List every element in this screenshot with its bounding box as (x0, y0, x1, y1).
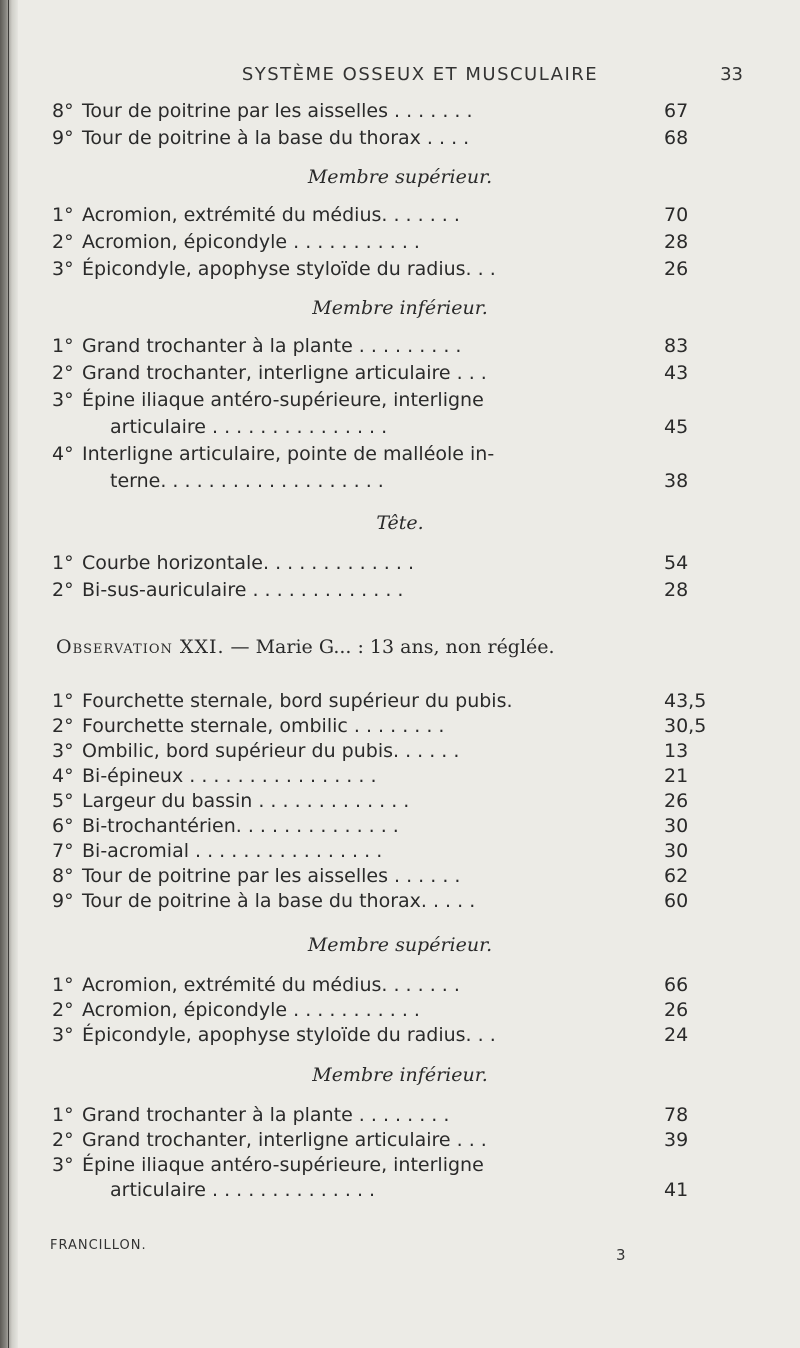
section-heading: Membre inférieur. (312, 1064, 488, 1086)
item-text: Tour de poitrine par les aisselles . . . . . . . (82, 100, 473, 122)
signature-mark: 3 (616, 1246, 626, 1264)
measurement-row (40, 738, 760, 764)
section-heading: Membre supérieur. (307, 166, 493, 188)
item-value: 66 (664, 974, 689, 996)
item-number: 9° (52, 890, 74, 912)
item-value: 24 (664, 1024, 689, 1046)
item-text: Tour de poitrine à la base du thorax . . . . (82, 127, 470, 149)
measurement-row (40, 997, 760, 1023)
item-value: 26 (664, 258, 689, 280)
item-text: Grand trochanter, interligne articulaire . . . (82, 362, 487, 384)
item-value: 60 (664, 890, 689, 912)
item-text: Acromion, épicondyle . . . . . . . . . . . (82, 231, 420, 253)
item-text: Bi-épineux . . . . . . . . . . . . . . . . (82, 765, 377, 787)
item-number: 2° (52, 1129, 74, 1151)
item-text: Acromion, extrémité du médius. . . . . . . (82, 204, 460, 226)
item-value: 30,5 (664, 715, 707, 737)
item-number: 2° (52, 231, 74, 253)
item-text: Interligne articulaire, pointe de malléole in- (82, 443, 495, 465)
item-number: 1° (52, 335, 74, 357)
measurement-row (40, 838, 760, 864)
item-value: 26 (664, 999, 689, 1021)
item-text: Acromion, extrémité du médius. . . . . . . (82, 974, 460, 996)
item-value: 26 (664, 790, 689, 812)
observation-label: Observation XXI. (56, 636, 225, 658)
item-text: Bi-acromial . . . . . . . . . . . . . . . . (82, 840, 383, 862)
item-number: 8° (52, 100, 74, 122)
measurement-row (40, 1022, 760, 1048)
item-value: 39 (664, 1129, 689, 1151)
item-value: 45 (664, 416, 689, 438)
item-number: 6° (52, 815, 74, 837)
item-text: Fourchette sternale, bord supérieur du pubis. (82, 690, 513, 712)
measurement-row (40, 256, 760, 282)
measurement-row (40, 688, 760, 714)
measurement-row (40, 229, 760, 255)
item-number: 1° (52, 204, 74, 226)
item-text: articulaire . . . . . . . . . . . . . . (110, 1179, 376, 1201)
measurement-row (40, 888, 760, 914)
item-value: 70 (664, 204, 689, 226)
measurement-row (40, 333, 760, 359)
item-number: 2° (52, 579, 74, 601)
item-number: 2° (52, 362, 74, 384)
measurement-row (40, 1102, 760, 1128)
item-text: Épine iliaque antéro-supérieure, interligne (82, 389, 484, 411)
item-value: 68 (664, 127, 689, 149)
observation-heading (56, 636, 756, 658)
item-value: 43 (664, 362, 689, 384)
item-text: Bi-sus-auriculaire . . . . . . . . . . . . . (82, 579, 404, 601)
item-number: 3° (52, 740, 74, 762)
item-value: 83 (664, 335, 689, 357)
item-value: 54 (664, 552, 689, 574)
item-value: 78 (664, 1104, 689, 1126)
section-heading: Membre supérieur. (307, 934, 493, 956)
measurement-row (40, 813, 760, 839)
item-text: Fourchette sternale, ombilic . . . . . . . . (82, 715, 445, 737)
item-number: 3° (52, 1154, 74, 1176)
item-text: Largeur du bassin . . . . . . . . . . . . . (82, 790, 410, 812)
item-number: 8° (52, 865, 74, 887)
measurement-row (40, 863, 760, 889)
running-title: SYSTÈME OSSEUX ET MUSCULAIRE (241, 64, 599, 85)
item-value: 41 (664, 1179, 689, 1201)
item-number: 3° (52, 1024, 74, 1046)
book-binding-edge (0, 0, 18, 1348)
measurement-row (40, 360, 760, 386)
item-text: Grand trochanter à la plante . . . . . . . . (82, 1104, 450, 1126)
item-text: Tour de poitrine par les aisselles . . . . . . (82, 865, 461, 887)
item-number: 5° (52, 790, 74, 812)
item-text: Grand trochanter, interligne articulaire . . . (82, 1129, 487, 1151)
item-text: Ombilic, bord supérieur du pubis. . . . . . (82, 740, 460, 762)
item-text: terne. . . . . . . . . . . . . . . . . . . (110, 470, 384, 492)
footer-author: FRANCILLON. (50, 1238, 147, 1253)
item-number: 1° (52, 690, 74, 712)
measurement-row (40, 98, 760, 124)
measurement-row-continuation (40, 468, 760, 494)
item-number: 2° (52, 999, 74, 1021)
measurement-row (40, 387, 760, 413)
item-value: 28 (664, 231, 689, 253)
page-number: 33 (720, 64, 743, 85)
observation-text: — Marie G... : 13 ans, non réglée. (224, 636, 555, 658)
item-text: Épicondyle, apophyse styloïde du radius. . . (82, 1024, 496, 1046)
measurement-row (40, 1152, 760, 1178)
section-heading: Tête. (376, 512, 424, 534)
section-heading: Membre inférieur. (312, 297, 488, 319)
item-value: 30 (664, 840, 689, 862)
measurement-row (40, 550, 760, 576)
measurement-row (40, 1127, 760, 1153)
item-text: articulaire . . . . . . . . . . . . . . . (110, 416, 388, 438)
item-value: 43,5 (664, 690, 707, 712)
measurement-row (40, 972, 760, 998)
item-text: Tour de poitrine à la base du thorax. . . . . (82, 890, 476, 912)
item-text: Bi-trochantérien. . . . . . . . . . . . . . (82, 815, 399, 837)
item-text: Courbe horizontale. . . . . . . . . . . . . (82, 552, 414, 574)
item-number: 1° (52, 552, 74, 574)
measurement-row-continuation (40, 414, 760, 440)
measurement-row (40, 577, 760, 603)
item-value: 21 (664, 765, 689, 787)
item-value: 30 (664, 815, 689, 837)
item-value: 67 (664, 100, 689, 122)
item-text: Grand trochanter à la plante . . . . . . . . . (82, 335, 462, 357)
measurement-row (40, 763, 760, 789)
measurement-row (40, 713, 760, 739)
item-value: 38 (664, 470, 689, 492)
item-text: Épine iliaque antéro-supérieure, interligne (82, 1154, 484, 1176)
item-number: 3° (52, 258, 74, 280)
item-value: 13 (664, 740, 689, 762)
measurement-row-continuation (40, 1177, 760, 1203)
item-number: 1° (52, 974, 74, 996)
measurement-row (40, 441, 760, 467)
measurement-row (40, 202, 760, 228)
item-value: 28 (664, 579, 689, 601)
measurement-row (40, 788, 760, 814)
binding-line (8, 0, 9, 1348)
item-number: 7° (52, 840, 74, 862)
item-number: 3° (52, 389, 74, 411)
item-number: 1° (52, 1104, 74, 1126)
item-text: Épicondyle, apophyse styloïde du radius. . . (82, 258, 496, 280)
item-number: 2° (52, 715, 74, 737)
item-value: 62 (664, 865, 689, 887)
measurement-row (40, 125, 760, 151)
item-number: 9° (52, 127, 74, 149)
item-number: 4° (52, 443, 74, 465)
page-header (95, 64, 745, 92)
item-number: 4° (52, 765, 74, 787)
item-text: Acromion, épicondyle . . . . . . . . . . . (82, 999, 420, 1021)
